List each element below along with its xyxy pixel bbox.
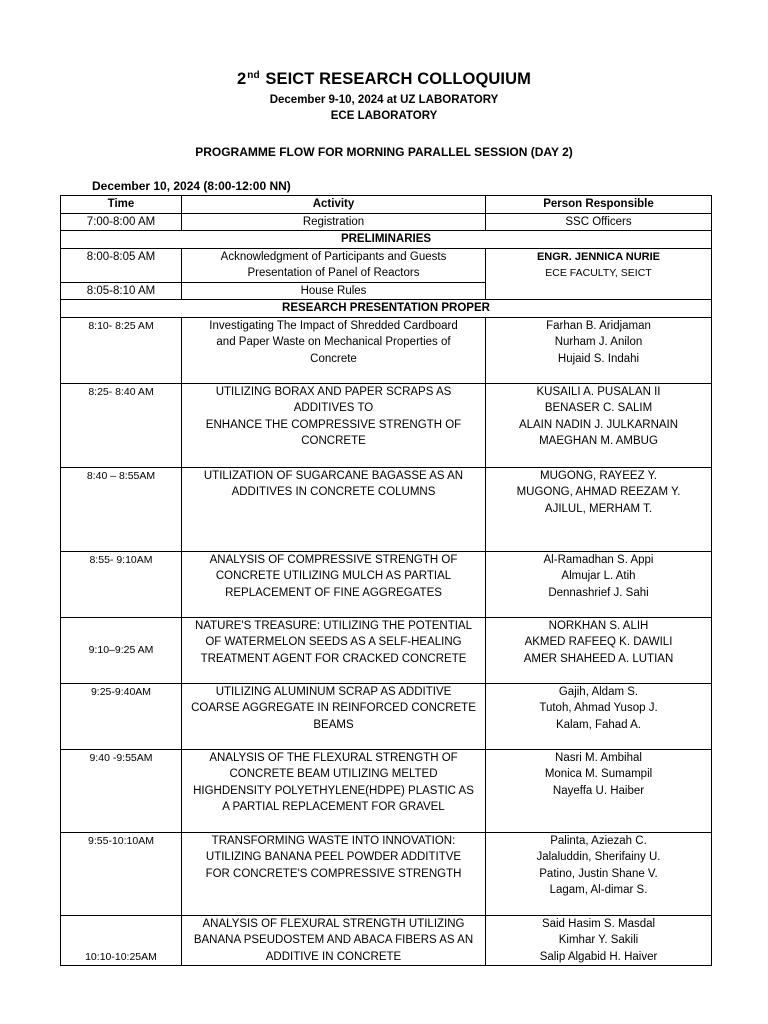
column-header-person: Person Responsible	[486, 196, 712, 214]
programme-heading: PROGRAMME FLOW FOR MORNING PARALLEL SESSION (DAY 2)	[195, 145, 573, 159]
activity-cell	[182, 317, 486, 383]
registration-row	[61, 213, 712, 231]
person-name: Farhan B. Aridjaman	[546, 319, 651, 332]
time-cell: 8:55- 9:10AM	[61, 551, 182, 617]
person-name: NORKHAN S. ALIH	[548, 619, 649, 632]
person-cell	[486, 617, 712, 683]
event-venue-lab: ECE LABORATORY	[330, 110, 438, 122]
activity-cell: House Rules	[182, 282, 486, 300]
activity-line: Acknowledgment of Participants and Guests	[220, 250, 447, 263]
preliminaries-row-1	[61, 248, 712, 282]
table-row	[61, 683, 712, 749]
time-cell: 8:10- 8:25 AM	[61, 317, 182, 383]
activity-cell	[182, 832, 486, 915]
activity-line: NATURE'S TREASURE: UTILIZING THE POTENTIAL	[195, 619, 472, 632]
activity-cell	[182, 617, 486, 683]
column-header-time: Time	[61, 196, 182, 214]
person-name: Gajih, Aldam S.	[558, 685, 639, 698]
activity-line: ADDITIVE IN CONCRETE	[265, 950, 402, 963]
activity-cell: Registration	[182, 213, 486, 231]
activity-line: COARSE AGGREGATE IN REINFORCED CONCRETE	[191, 702, 476, 714]
activity-cell	[182, 467, 486, 551]
activity-line: ADDITIVES IN CONCRETE COLUMNS	[231, 486, 436, 498]
person-cell	[486, 248, 712, 300]
research-section-row	[61, 300, 712, 318]
activity-line: ANALYSIS OF COMPRESSIVE STRENGTH OF	[209, 553, 458, 566]
activity-line: ADDITIVES TO	[293, 402, 374, 414]
time-cell: 9:10–9:25 AM	[61, 617, 182, 683]
table-row	[61, 749, 712, 832]
person-name: Monica M. Sumampil	[544, 768, 653, 780]
table-row	[61, 383, 712, 467]
person-name: Al-Ramadhan S. Appi	[543, 553, 654, 566]
table-row	[61, 317, 712, 383]
person-name: Said Hasim S. Masdal	[541, 917, 656, 930]
activity-line: ANALYSIS OF THE FLEXURAL STRENGTH OF	[209, 751, 458, 764]
activity-cell	[182, 683, 486, 749]
person-department: ECE FACULTY, SEICT	[545, 267, 652, 279]
activity-line: UTILIZATION OF SUGARCANE BAGASSE AS AN	[203, 469, 464, 482]
person-cell	[486, 467, 712, 551]
person-name: Jalaluddin, Sherifainy U.	[536, 851, 661, 863]
person-name: ENGR. JENNICA NURIE	[536, 250, 661, 263]
activity-line: HIGHDENSITY POLYETHYLENE(HDPE) PLASTIC AS	[193, 784, 474, 797]
activity-cell	[182, 749, 486, 832]
person-name: KUSAILI A. PUSALAN II	[536, 385, 661, 398]
person-name: Almujar L. Atih	[561, 570, 636, 582]
time-cell: 8:00-8:05 AM	[61, 248, 182, 282]
person-cell	[486, 749, 712, 832]
person-name: Lagam, Al-dimar S.	[549, 884, 648, 896]
person-name: Salip Algabid H. Haiver	[539, 950, 658, 963]
activity-line: FOR CONCRETE'S COMPRESSIVE STRENGTH	[205, 867, 462, 880]
person-cell	[486, 683, 712, 749]
time-cell: 8:25- 8:40 AM	[61, 383, 182, 467]
person-cell	[486, 832, 712, 915]
activity-line: BANANA PSEUDOSTEM AND ABACA FIBERS AS AN	[193, 934, 474, 946]
person-name: AMER SHAHEED A. LUTIAN	[523, 652, 674, 665]
table-header-row	[61, 196, 712, 214]
activity-line: UTILIZING BANANA PEEL POWDER ADDITITVE	[205, 851, 462, 863]
schedule-table	[60, 195, 712, 966]
time-cell: 9:25-9:40AM	[61, 683, 182, 749]
person-name: Patino, Justin Shane V.	[539, 867, 658, 880]
person-name: MAEGHAN M. AMBUG	[539, 435, 658, 447]
person-name: MUGONG, RAYEEZ Y.	[540, 469, 657, 482]
activity-line: Concrete	[310, 352, 357, 365]
person-name: Tutoh, Ahmad Yusop J.	[539, 702, 658, 714]
person-name: AJILUL, MERHAM T.	[544, 502, 653, 515]
person-name: Nayeffa U. Haiber	[552, 784, 645, 797]
activity-line: TREATMENT AGENT FOR CRACKED CONCRETE	[200, 652, 467, 665]
activity-cell	[182, 915, 486, 966]
person-name: Kimhar Y. Sakili	[558, 934, 639, 946]
person-name: Nurham J. Anilon	[554, 336, 643, 348]
activity-line: CONCRETE UTILIZING MULCH AS PARTIAL	[215, 570, 452, 582]
person-name: Kalam, Fahad A.	[555, 718, 642, 731]
table-row	[61, 467, 712, 551]
time-cell: 9:55-10:10AM	[61, 832, 182, 915]
table-row	[61, 551, 712, 617]
activity-cell	[182, 383, 486, 467]
activity-cell	[182, 248, 486, 282]
document-title: 2nd SEICT RESEARCH COLLOQUIUM	[237, 70, 531, 88]
person-name: BENASER C. SALIM	[544, 402, 653, 414]
person-name: MUGONG, AHMAD REEZAM Y.	[516, 486, 681, 498]
person-cell	[486, 317, 712, 383]
event-date-venue: December 9-10, 2024 at UZ LABORATORY	[269, 94, 499, 106]
activity-line: OF WATERMELON SEEDS AS A SELF-HEALING	[205, 636, 462, 648]
person-name: Nasri M. Ambihal	[555, 751, 642, 764]
activity-cell	[182, 551, 486, 617]
activity-line: BEAMS	[313, 718, 354, 731]
person-name: ALAIN NADIN J. JULKARNAIN	[518, 418, 679, 431]
time-cell: 7:00-8:00 AM	[61, 213, 182, 231]
time-cell: 10:10-10:25AM	[61, 915, 182, 966]
activity-line: CONCRETE BEAM UTILIZING MELTED	[229, 768, 438, 780]
person-cell	[486, 915, 712, 966]
column-header-activity: Activity	[182, 196, 486, 214]
time-cell: 8:40 – 8:55AM	[61, 467, 182, 551]
person-cell	[486, 383, 712, 467]
activity-line: Presentation of Panel of Reactors	[247, 267, 420, 279]
activity-line: ANALYSIS OF FLEXURAL STRENGTH UTILIZING	[202, 917, 465, 930]
session-date: December 10, 2024 (8:00-12:00 NN)	[92, 179, 291, 193]
activity-line: UTILIZING ALUMINUM SCRAP AS ADDITIVE	[215, 685, 452, 698]
activity-line: TRANSFORMING WASTE INTO INNOVATION:	[211, 834, 456, 847]
activity-line: CONCRETE	[301, 435, 366, 447]
table-row	[61, 832, 712, 915]
table-row	[61, 915, 712, 966]
time-cell: 9:40 -9:55AM	[61, 749, 182, 832]
person-cell: SSC Officers	[486, 213, 712, 231]
activity-line: A PARTIAL REPLACEMENT FOR GRAVEL	[222, 801, 445, 813]
person-cell	[486, 551, 712, 617]
person-name: Hujaid S. Indahi	[557, 352, 640, 365]
time-cell: 8:05-8:10 AM	[61, 282, 182, 300]
activity-line: and Paper Waste on Mechanical Properties of	[216, 336, 451, 348]
table-row	[61, 617, 712, 683]
activity-line: UTILIZING BORAX AND PAPER SCRAPS AS	[215, 385, 452, 398]
person-name: AKMED RAFEEQ K. DAWILI	[524, 636, 673, 648]
activity-line: ENHANCE THE COMPRESSIVE STRENGTH OF	[205, 418, 462, 431]
section-label: PRELIMINARIES	[61, 231, 712, 249]
person-name: Palinta, Aziezah C.	[550, 834, 647, 847]
activity-line: REPLACEMENT OF FINE AGGREGATES	[225, 586, 442, 599]
section-label: RESEARCH PRESENTATION PROPER	[61, 300, 712, 318]
person-name: Dennashrief J. Sahi	[548, 586, 649, 599]
activity-line: Investigating The Impact of Shredded Cardboard	[209, 319, 458, 332]
preliminaries-section-row	[61, 231, 712, 249]
